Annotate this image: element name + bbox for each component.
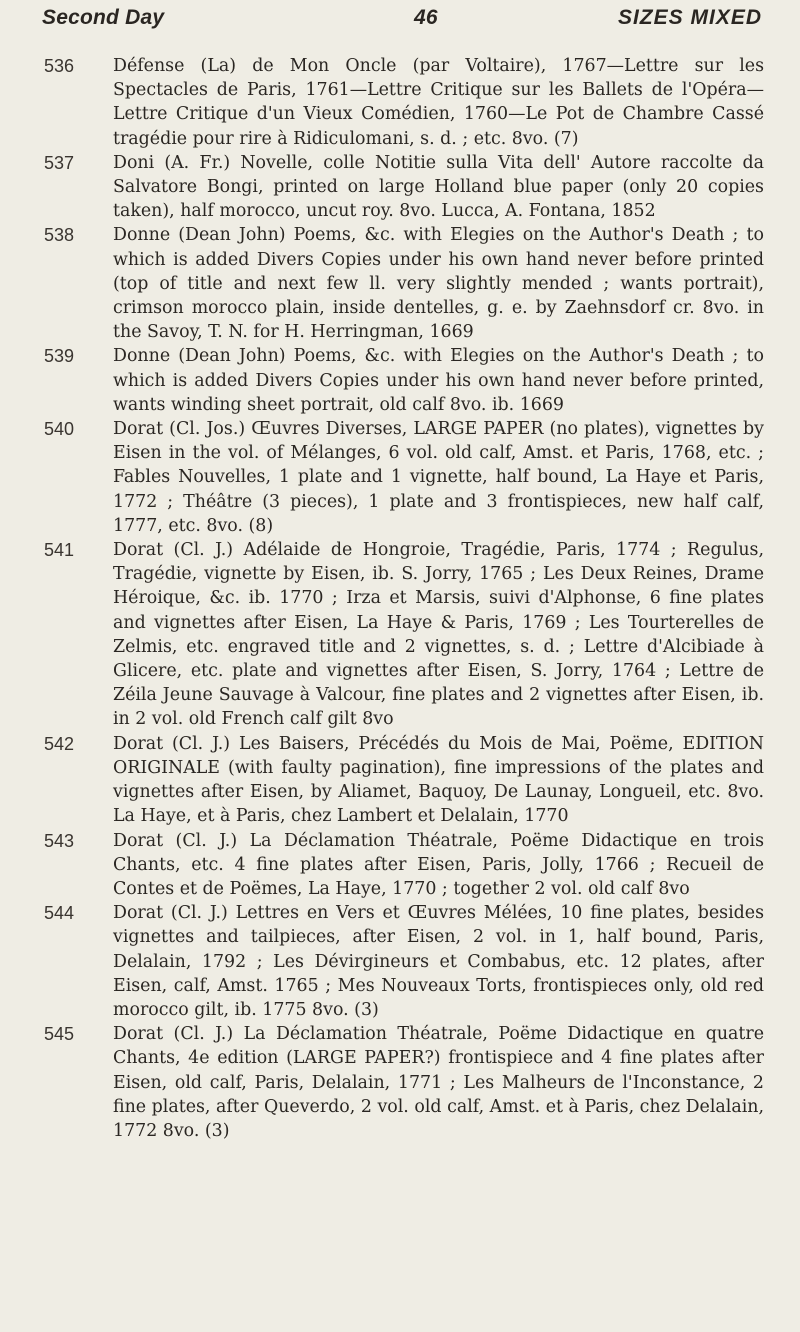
lot-number: 536 bbox=[44, 56, 75, 76]
lot-entry bbox=[0, 829, 800, 902]
lot-description: Dorat (Cl. J.) Les Baisers, Précédés du Mois de Mai, Poëme, EDITION ORIGINALE (with faulty pagination), fine impressions of the plates and vignettes after Eisen, by Aliamet, Baquoy, De Launay, Longueil, etc. 8vo. La Haye, et à Paris, chez Lambert et Delalain, 1770 bbox=[113, 733, 764, 827]
lot-entry bbox=[0, 223, 800, 344]
lot-description: Défense (La) de Mon Oncle (par Voltaire), 1767—Lettre sur les Spectacles de Paris, 1761—Lettre Critique sur les Ballets de l'Opéra—Lettre Critique d'un Vieux Comédien, 1760—Le Pot de Chambre Cassé tragédie pour rire à Ridiculomani, s. d. ; etc. 8vo. (7) bbox=[113, 56, 764, 149]
lot-number: 539 bbox=[44, 346, 75, 367]
lot-description: Dorat (Cl. J.) Lettres en Vers et Œuvres Mélées, 10 fine plates, besides vignettes and tailpieces, after Eisen, 2 vol. in 1, half bound, Paris, Delalain, 1792 ; Les Dévirgineurs et Combabus, etc. 12 plates, after Eisen, calf, Amst. 1765 ; Mes Nouveaux Torts, frontispieces only, old red morocco gilt, ib. 1775 8vo. (3) bbox=[113, 903, 764, 1020]
lot-description: Dorat (Cl. J.) Adélaide de Hongroie, Tragédie, Paris, 1774 ; Regulus, Tragédie, vignette by Eisen, ib. S. Jorry, 1765 ; Les Deux Reines, Drame Héroique, &c. ib. 1770 ; Irza et Marsis, suivi d'Alphonse, 6 fine plates and vignettes after Eisen, La Haye & Paris, 1769 ; Les Tourterelles de Zelmis, etc. engraved title and 2 vignettes, s. d. ; Lettre d'Alcibiade à Glicere, etc. plate and vignettes after Eisen, S. Jorry, 1764 ; Lettre de Zéila Jeune Sauvage à Valcour, fine plates and 2 vignettes after Eisen, ib. in 2 vol. old French calf gilt 8vo bbox=[113, 540, 764, 730]
page-header bbox=[42, 6, 762, 36]
header-day: Second Day bbox=[42, 6, 165, 29]
lot-entry bbox=[0, 417, 800, 538]
lot-number: 544 bbox=[44, 903, 75, 924]
lot-description: Doni (A. Fr.) Novelle, colle Notitie sulla Vita dell' Autore raccolte da Salvatore Bongi, printed on large Holland blue paper (only 20 copies taken), half morocco, uncut roy. 8vo. Lucca, A. Fontana, 1852 bbox=[113, 152, 764, 222]
lot-entry bbox=[0, 901, 800, 1022]
header-section: SIZES MIXED bbox=[617, 6, 762, 29]
lot-entry bbox=[0, 344, 800, 417]
lot-description: Dorat (Cl. Jos.) Œuvres Diverses, LARGE PAPER (no plates), vignettes by Eisen in the vol. of Mélanges, 6 vol. old calf, Amst. et Paris, 1768, etc. ; Fables Nouvelles, 1 plate and 1 vignette, half bound, La Haye et Paris, 1772 ; Théâtre (3 pieces), 1 plate and 3 frontispieces, new half calf, 1777, etc. 8vo. (8) bbox=[113, 419, 764, 536]
lot-number: 543 bbox=[44, 830, 75, 851]
lot-description: Donne (Dean John) Poems, &c. with Elegies on the Author's Death ; to which is added Divers Copies under his own hand never before printed, wants winding sheet portrait, old calf 8vo. ib. 1669 bbox=[113, 346, 764, 415]
lot-number: 538 bbox=[44, 225, 75, 246]
lot-number: 542 bbox=[44, 733, 75, 754]
page-number: 46 bbox=[414, 6, 438, 29]
lot-description: Dorat (Cl. J.) La Déclamation Théatrale, Poëme Didactique en quatre Chants, 4e edition (LARGE PAPER?) frontispiece and 4 fine plates after Eisen, old calf, Paris, Delalain, 1771 ; Les Malheurs de l'Inconstance, 2 fine plates, after Queverdo, 2 vol. old calf, Amst. et à Paris, chez Delalain, 1772 8vo. (3) bbox=[113, 1024, 764, 1141]
lot-entry bbox=[0, 732, 800, 829]
lot-entry bbox=[0, 151, 800, 224]
lot-description: Dorat (Cl. J.) La Déclamation Théatrale, Poëme Didactique en trois Chants, etc. 4 fine plates after Eisen, Paris, Jolly, 1766 ; Recueil de Contes et de Poëmes, La Haye, 1770 ; together 2 vol. old calf 8vo bbox=[113, 830, 764, 899]
lot-entry bbox=[0, 1022, 800, 1143]
lot-number: 540 bbox=[44, 419, 75, 440]
lot-entry bbox=[0, 538, 800, 732]
lot-description: Donne (Dean John) Poems, &c. with Elegies on the Author's Death ; to which is added Divers Copies under his own hand never before printed (top of title and next few ll. very slightly mended ; wants portrait), crimson morocco plain, inside dentelles, g. e. by Zaehnsdorf cr. 8vo. in the Savoy, T. N. for H. Herringman, 1669 bbox=[113, 225, 764, 343]
lot-number: 537 bbox=[44, 152, 75, 173]
lot-number: 541 bbox=[44, 540, 75, 561]
lot-list bbox=[0, 54, 800, 1143]
lot-entry bbox=[0, 54, 800, 151]
lot-number: 545 bbox=[44, 1024, 75, 1045]
